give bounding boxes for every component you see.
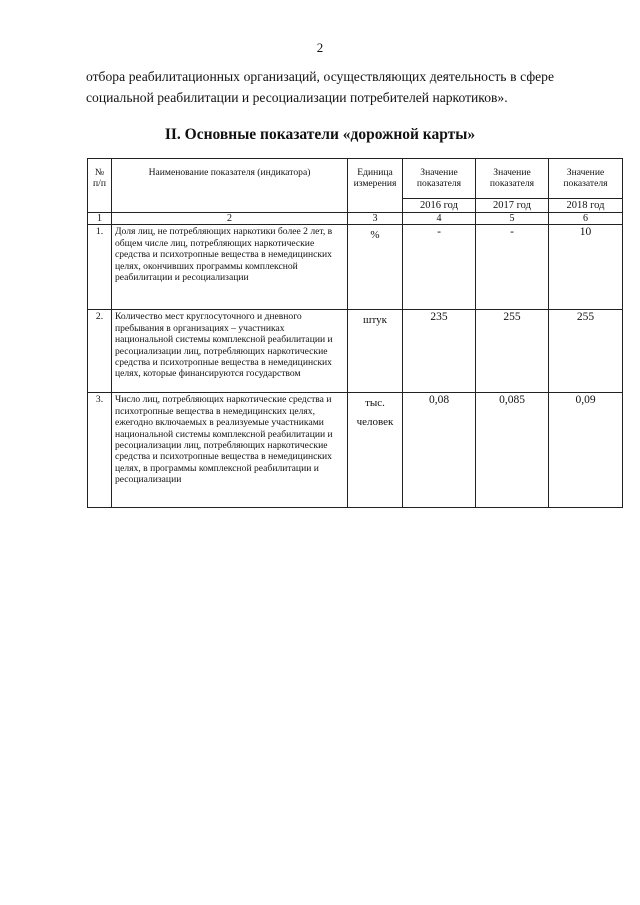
table-row	[88, 393, 623, 508]
column-number: 3	[348, 213, 403, 225]
value-2016: 0,08	[403, 393, 476, 508]
indicator-name: Число лиц, потребляющих наркотические средства и психотропные вещества в немедицинских целях, ежегодно включаемых в реализуемые участниками национальной системы комплексной реабилитации и ресоциализации лиц, потребляющих наркотические средства и психотропные вещества в немедицинских целях, в программы комплексной реабилитации и ресоциализации	[112, 393, 348, 508]
header-unit: Единица измерения	[348, 159, 403, 213]
indicator-name: Количество мест круглосуточного и дневного пребывания в организациях – участниках национальной системы комплексной реабилитации и ресоциализации лиц, потребляющих наркотические средства и психотропные вещества в немедицинских целях, которые финансируются государством	[112, 310, 348, 393]
year-2017: 2017 год	[476, 199, 549, 213]
column-number: 4	[403, 213, 476, 225]
value-2016: 235	[403, 310, 476, 393]
row-number: 2.	[88, 310, 112, 393]
value-2017: 0,085	[476, 393, 549, 508]
column-number: 5	[476, 213, 549, 225]
section-title: II. Основные показатели «дорожной карты»	[164, 126, 476, 143]
indicator-unit: %	[348, 225, 403, 310]
indicator-unit: тыс. человек	[348, 393, 403, 508]
value-2017: -	[476, 225, 549, 310]
row-number: 3.	[88, 393, 112, 508]
roadmap-indicators-table	[87, 158, 623, 508]
column-number: 2	[112, 213, 348, 225]
indicator-name: Доля лиц, не потребляющих наркотики более 2 лет, в общем числе лиц, потребляющих наркотические средства и психотропные вещества в немедицинских целях, окончивших программы комплексной реабилитации и ресоциализации	[112, 225, 348, 310]
column-number-row	[88, 213, 623, 225]
value-2016: -	[403, 225, 476, 310]
year-2016: 2016 год	[403, 199, 476, 213]
value-2017: 255	[476, 310, 549, 393]
value-2018: 10	[549, 225, 623, 310]
table-row	[88, 225, 623, 310]
column-number: 6	[549, 213, 623, 225]
header-value-2017: Значение показателя	[476, 159, 549, 199]
table-row	[88, 310, 623, 393]
header-value-2016: Значение показателя	[403, 159, 476, 199]
header-name: Наименование показателя (индикатора)	[112, 159, 348, 213]
value-2018: 255	[549, 310, 623, 393]
page-number: 2	[316, 40, 324, 55]
year-2018: 2018 год	[549, 199, 623, 213]
column-number: 1	[88, 213, 112, 225]
header-value-2018: Значение показателя	[549, 159, 623, 199]
indicator-unit: штук	[348, 310, 403, 393]
header-num: № п/п	[88, 159, 112, 213]
value-2018: 0,09	[549, 393, 623, 508]
intro-paragraph: отбора реабилитационных организаций, осуществляющих деятельность в сфере социальной реабилитации и ресоциализации потребителей наркотиков».	[86, 69, 554, 105]
header-row	[88, 159, 623, 199]
row-number: 1.	[88, 225, 112, 310]
